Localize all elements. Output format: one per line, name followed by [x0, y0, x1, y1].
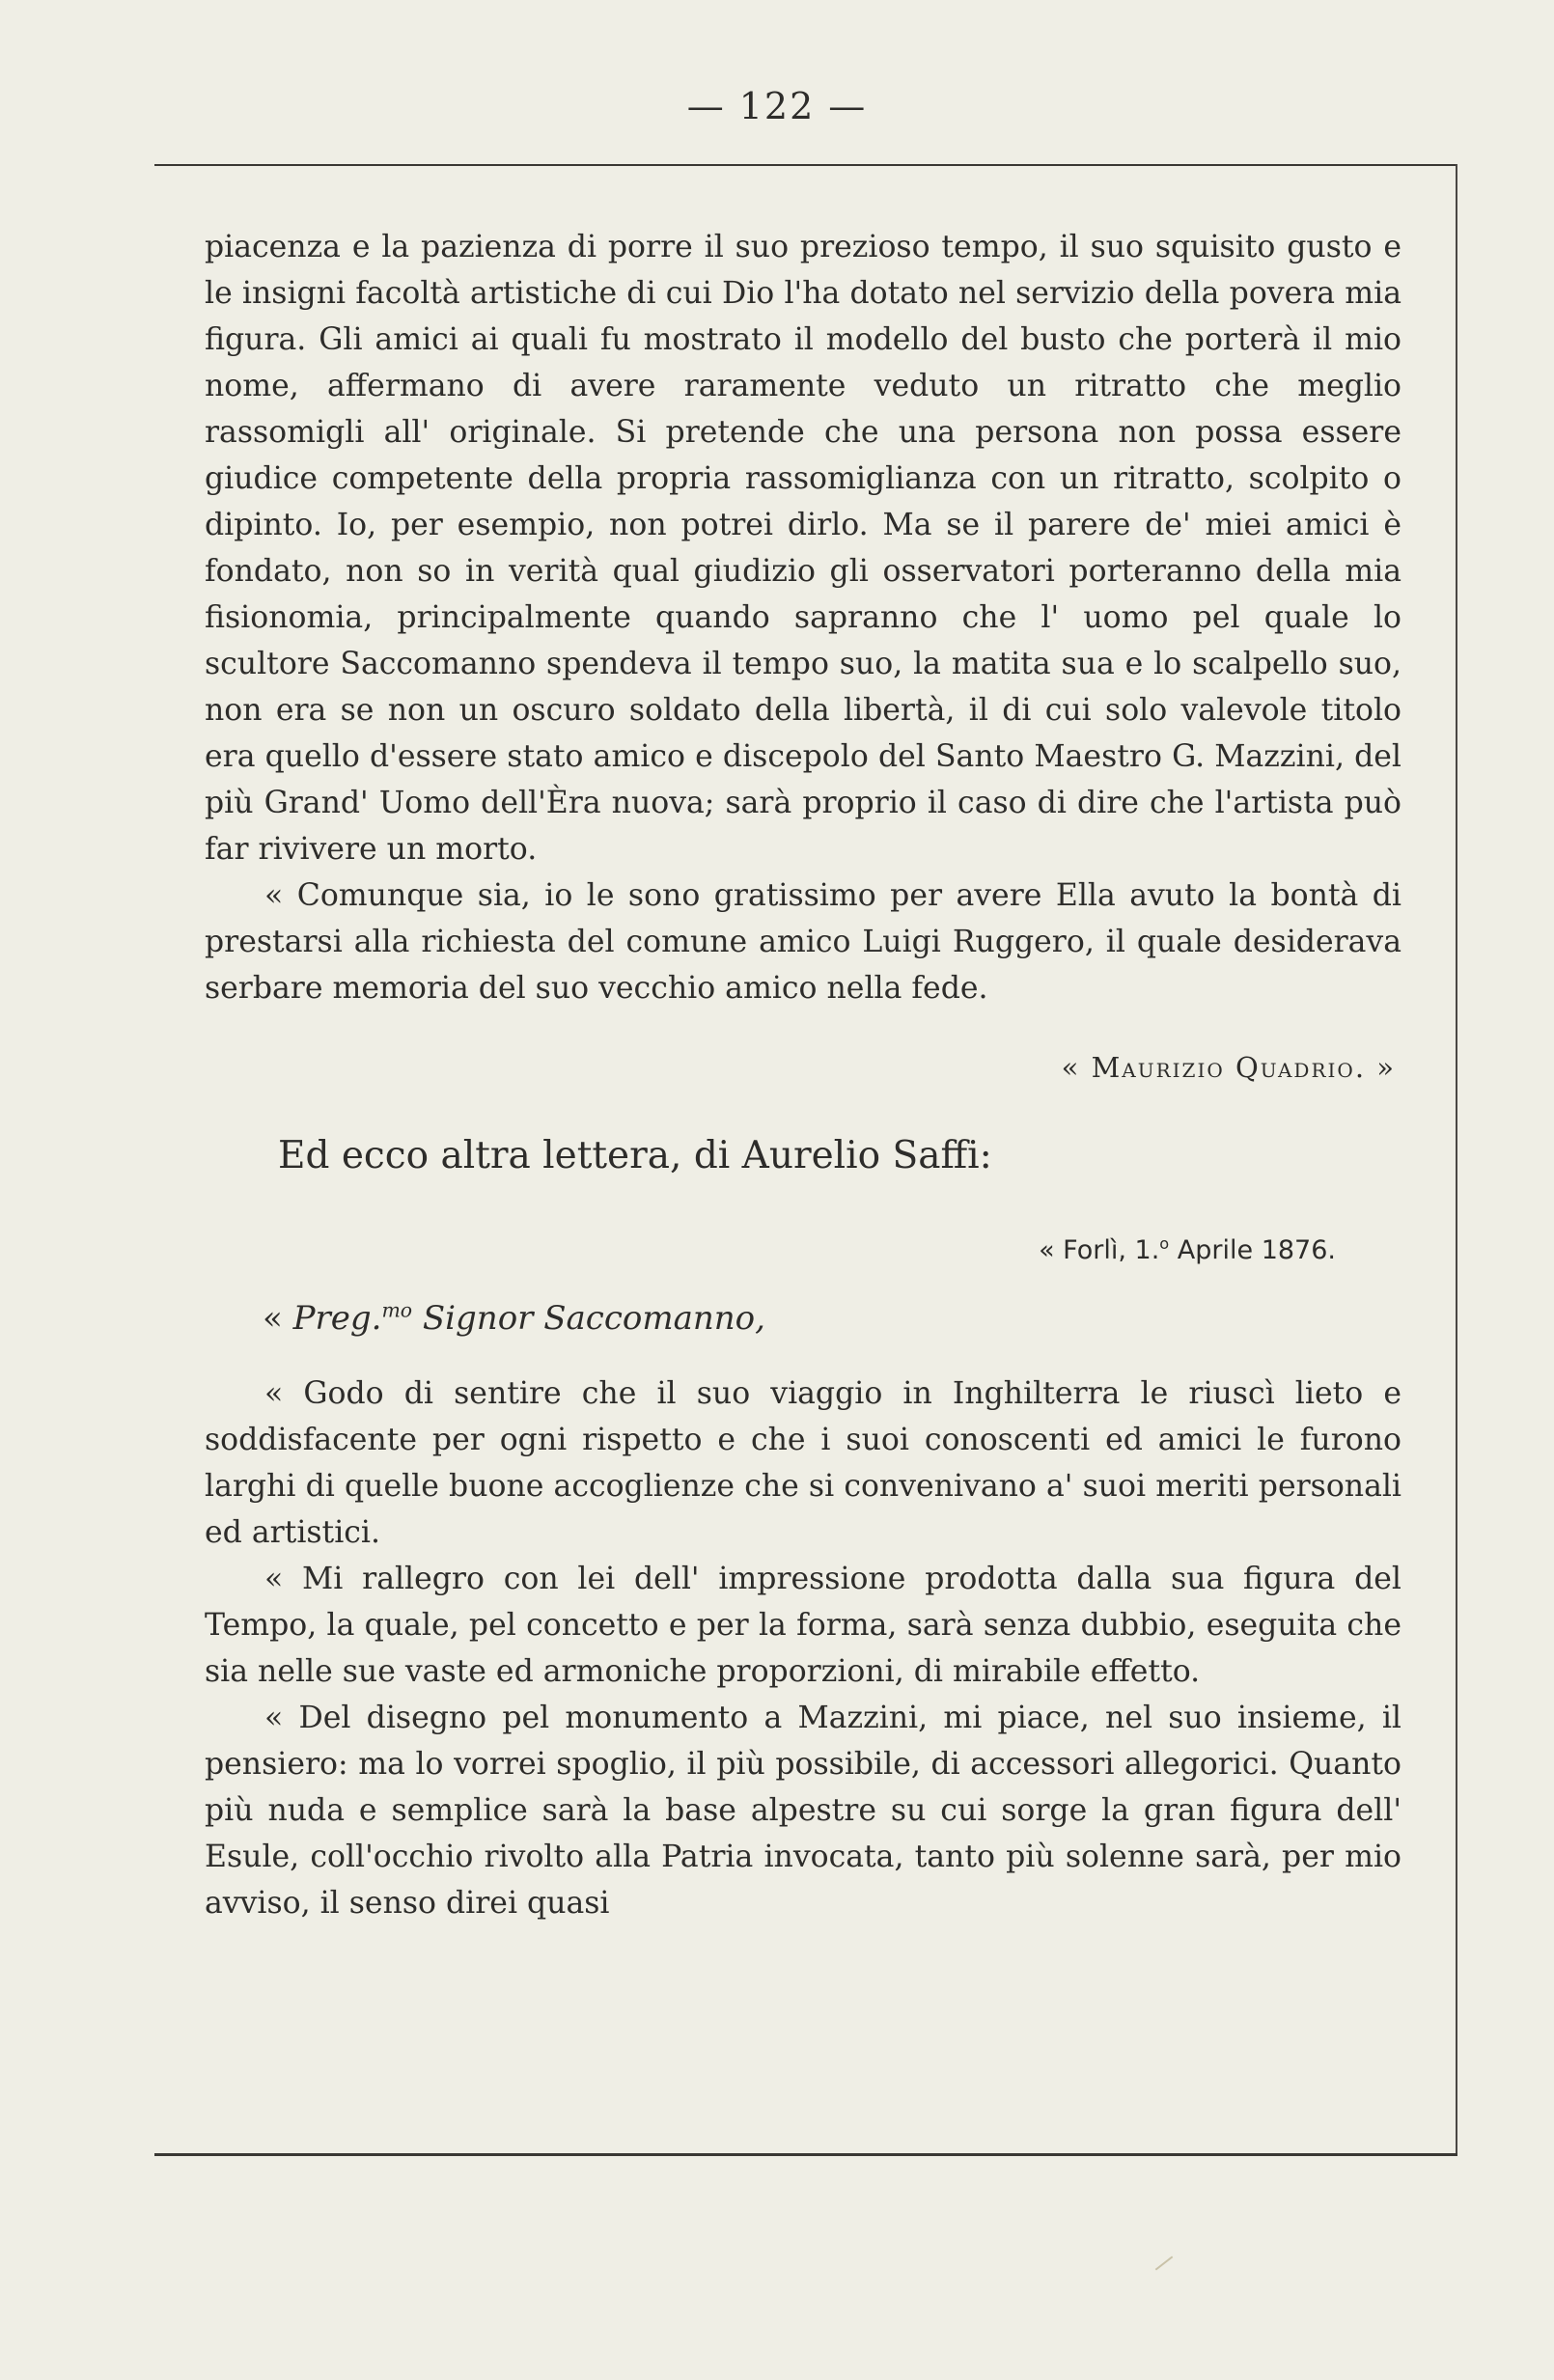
dateline-place: « Forlì, 1.	[1039, 1235, 1160, 1265]
paragraph-continuation: piacenza e la pazienza di porre il suo prezioso tempo, il suo squisito gusto e le insigni facoltà artistiche di cui Dio l'ha dotato nel servizio della povera mia figura. Gli amici ai quali fu mostrato il modello del busto che porterà il mio nome, affermano di avere raramente veduto un ritratto che meglio rassomigli all' originale. Si pretende che una persona non possa essere giudice competente della propria rassomiglianza con un ritratto, scolpito o dipinto. Io, per esempio, non potrei dirlo. Ma se il parere de' miei amici è fondato, non so in verità qual giudizio gli osservatori porteranno della mia fisionomia, principalmente quando sapranno che l' uomo pel quale lo scultore Saccomanno spendeva il tempo suo, la matita sua e lo scalpello suo, non era se non un oscuro soldato della libertà, il di cui solo valevole titolo era quello d'essere stato amico e discepolo del Santo Maestro G. Mazzini, del più Grand' Uomo dell'Èra nuova; sarà proprio il caso di dire che l'artista può far rivivere un morto.	[205, 230, 1401, 867]
intro-saffi-letter: Ed ecco altra lettera, di Aurelio Saffi:	[278, 1134, 992, 1177]
dateline-date: Aprile 1876.	[1169, 1235, 1336, 1265]
header-dash-left: —	[686, 85, 726, 127]
letter-dateline	[205, 1228, 1401, 1274]
page-number: 122	[738, 85, 816, 127]
letter-salutation	[263, 1293, 1401, 1343]
dateline-ordinal: o	[1159, 1234, 1170, 1253]
salutation-title-sup: mo	[381, 1298, 413, 1322]
paragraph-godo: « Godo di sentire che il suo viaggio in Inghilterra le riuscì lieto e soddisfacente per ogni rispetto e che i suoi conoscenti ed amici le furono larghi di quelle buone accoglienze che si convenivano a' suoi meriti personali ed artistici.	[205, 1376, 1401, 1550]
salutation-quote: «	[263, 1299, 293, 1338]
salutation-title: Preg.	[292, 1299, 382, 1338]
page-text	[205, 224, 1401, 1926]
salutation-name: Signor Saccomanno,	[412, 1299, 765, 1338]
header-dash-right: —	[828, 85, 868, 127]
signature-quadrio: « Maurizio Quadrio. »	[1061, 1051, 1396, 1084]
page-header	[0, 85, 1554, 127]
paragraph-disegno: « Del disegno pel monumento a Mazzini, mi piace, nel suo insieme, il pensiero: ma lo vorrei spoglio, il più possibile, di accessori allegorici. Quanto più nuda e semplice sarà la base alpestre su cui sorge la gran figura dell' Esule, coll'occhio rivolto alla Patria invocata, tanto più solenne sarà, per mio avviso, il senso direi quasi	[205, 1701, 1401, 1921]
paragraph-comunque: « Comunque sia, io le sono gratissimo per avere Ella avuto la bontà di prestarsi alla richiesta del comune amico Luigi Ruggero, il quale desiderava serbare memoria del suo vecchio amico nella fede.	[205, 878, 1401, 1006]
pencil-mark	[1155, 2255, 1174, 2270]
top-rule	[154, 164, 1457, 166]
bottom-rule	[154, 2153, 1457, 2156]
right-rule	[1456, 164, 1457, 2156]
paragraph-rallegro: « Mi rallegro con lei dell' impressione prodotta dalla sua figura del Tempo, la quale, pel concetto e per la forma, sarà senza dubbio, eseguita che sia nelle sue vaste ed armoniche proporzioni, di mirabile effetto.	[205, 1562, 1401, 1689]
